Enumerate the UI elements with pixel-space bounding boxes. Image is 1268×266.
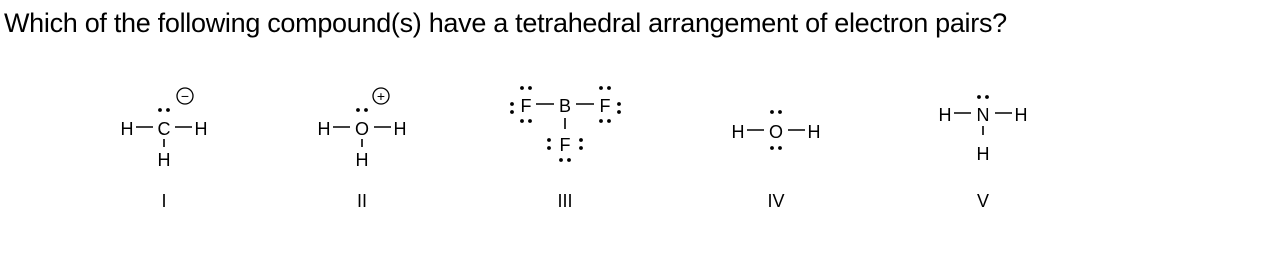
atom-center-o: O xyxy=(768,122,784,142)
structure-label: I xyxy=(161,191,167,211)
atom-right-h: H xyxy=(393,119,407,139)
atom-right-h: H xyxy=(1014,105,1028,125)
structure-ii xyxy=(318,88,407,211)
atom-left-h: H xyxy=(317,119,331,139)
structure-iv xyxy=(732,110,821,211)
atom-left-h: H xyxy=(731,122,745,142)
atom-right-h: H xyxy=(807,122,821,142)
atom-bottom-h: H xyxy=(355,150,369,170)
atom-right-h: H xyxy=(194,119,208,139)
atom-left-f: F xyxy=(520,96,532,116)
atom-left-h: H xyxy=(120,119,134,139)
atom-bottom-h: H xyxy=(157,150,171,170)
atom-center-o: O xyxy=(354,119,370,139)
atom-left-h: H xyxy=(938,105,952,125)
atom-right-f: F xyxy=(599,96,611,116)
atom-center-c: C xyxy=(157,119,171,139)
atom-bottom-f: F xyxy=(559,135,571,155)
lone-pair xyxy=(977,95,989,99)
lone-pair xyxy=(510,102,514,114)
structure-v xyxy=(939,95,1028,211)
structure-label: II xyxy=(356,191,368,211)
structure-label: V xyxy=(976,191,990,211)
structure-label: IV xyxy=(767,191,785,211)
atom-center-b: B xyxy=(558,96,572,116)
atom-center-n: N xyxy=(976,105,990,125)
charge-sign: + xyxy=(376,88,386,104)
structure-iii xyxy=(510,86,621,211)
structure-label: III xyxy=(557,191,573,211)
question-text: Which of the following compound(s) have a tetrahedral arrangement of electron pairs? xyxy=(4,8,1007,38)
lone-pair xyxy=(158,108,170,112)
lone-pair xyxy=(356,108,368,112)
structure-i xyxy=(121,88,208,211)
charge-sign: − xyxy=(180,88,190,104)
atom-bottom-h: H xyxy=(976,144,990,164)
